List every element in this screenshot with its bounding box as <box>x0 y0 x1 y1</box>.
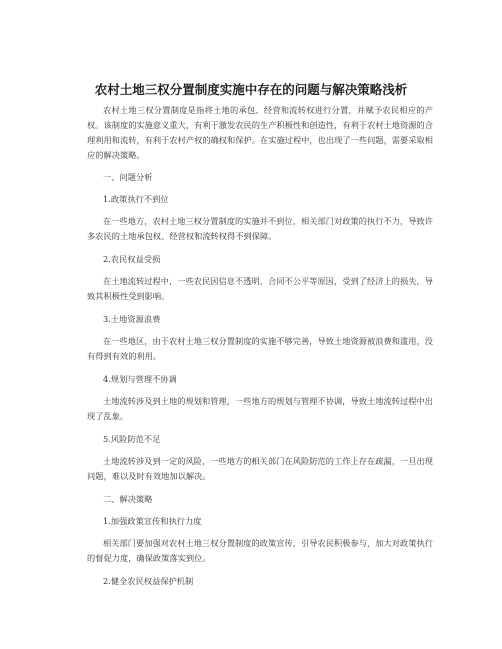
document-body <box>87 103 433 596</box>
problem-3-heading: 3.土地资源浪费 <box>103 314 161 324</box>
intro-paragraph: 农村土地三权分置制度是指将土地的承包、经营和流转权进行分置，并赋予农民相应的产权。该制度的实施意义重大，有利于激发农民的生产积极性和创造性，有利于农村土地资源的合理利用和流转，有利于农村产权的确权和保护。在实施过程中，也出现了一些问题，需要采取相应的解决策略。 <box>87 105 433 160</box>
document-title: 农村土地三权分置制度实施中存在的问题与解决策略浅析 <box>94 82 408 97</box>
problem-2-text: 在土地流转过程中，一些农民因信息不透明、合同不公平等原因，受到了经济上的损失，导致其积极性受到影响。 <box>87 276 433 301</box>
problem-4-heading: 4.规划与管理不协调 <box>103 374 177 384</box>
solution-1-text: 相关部门要加强对农村土地三权分置制度的政策宣传，引导农民积极参与，加大对政策执行的督促力度，确保政策落实到位。 <box>87 538 433 563</box>
section-heading-problems: 一、问题分析 <box>103 172 153 182</box>
solution-1-heading: 1.加强政策宣传和执行力度 <box>103 516 202 526</box>
problem-1-heading: 1.政策执行不到位 <box>103 194 169 204</box>
problem-5-heading: 5.风险防范不足 <box>103 434 161 444</box>
problem-2-heading: 2.农民权益受损 <box>103 254 161 264</box>
problem-3-text: 在一些地区，由于农村土地三权分置制度的实施不够完善，导致土地资源被浪费和滥用，没有得到有效的利用。 <box>87 336 433 361</box>
section-heading-solutions: 二、解决策略 <box>103 494 153 504</box>
problem-5-text: 土地流转涉及到一定的风险，一些地方的相关部门在风险防范的工作上存在疏漏，一旦出现问题，难以及时有效地加以解决。 <box>87 456 433 481</box>
solution-2-heading: 2.健全农民权益保护机制 <box>103 576 194 586</box>
problem-4-text: 土地流转涉及到土地的规划和管理，一些地方的规划与管理不协调，导致土地流转过程中出现了乱象。 <box>87 396 433 421</box>
problem-1-text: 在一些地方，农村土地三权分置制度的实施并不到位，相关部门对政策的执行不力，导致许多农民的土地承包权、经营权和流转权得不到保障。 <box>87 216 433 241</box>
